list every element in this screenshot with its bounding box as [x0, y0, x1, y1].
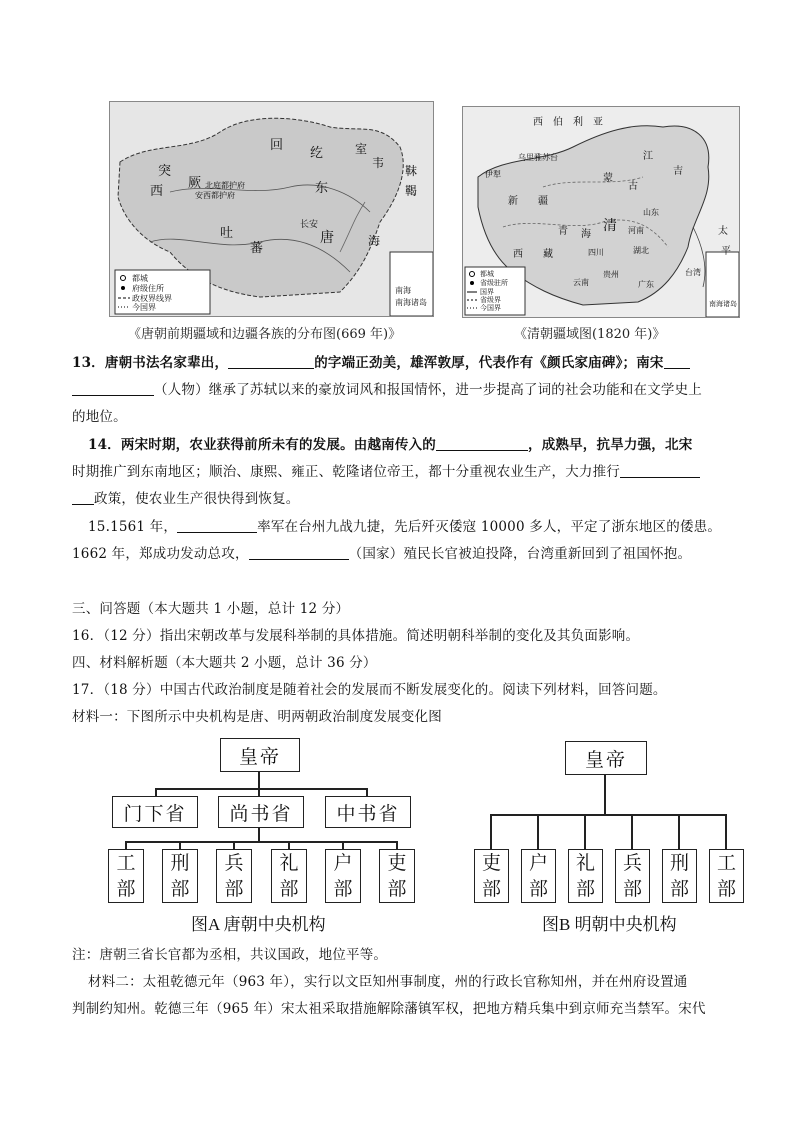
chart-a-ministry-hu: 户 部: [325, 849, 361, 903]
chart-note: 注：唐朝三省长官都为丞相，共议国政，地位平等。: [72, 947, 388, 963]
answer-blank[interactable]: [72, 381, 154, 396]
question-13-line-2: （人物）继承了苏轼以来的豪放词风和报国情怀，进一步提高了词的社会功能和在文学史上: [72, 377, 702, 404]
qing-label: 云南: [573, 278, 589, 287]
chart-b-ministry-bing: 兵 部: [615, 849, 650, 903]
section-3-title: 三、问答题（本大题共 1 小题，总计 12 分）: [72, 601, 350, 617]
qing-legend: 今国界: [480, 304, 501, 312]
chart-b-emperor: 皇帝: [565, 741, 647, 775]
qing-label: 蒙: [603, 173, 613, 184]
qing-label: 疆: [538, 196, 548, 207]
qing-label: 贵州: [603, 270, 619, 279]
answer-blank[interactable]: [249, 545, 349, 560]
tang-label: 蕃: [250, 241, 264, 256]
answer-blank[interactable]: [228, 354, 314, 369]
chart-b-ministry-gong: 工 部: [709, 849, 744, 903]
qing-label: 台湾: [685, 268, 701, 277]
answer-blank[interactable]: [177, 518, 257, 533]
tang-label: 回: [270, 138, 284, 153]
material-2-line-2: 判制约知州。乾德三年（965 年）宋太祖采取措施解除藩镇军权，把地方精兵集中到京师充当禁军。宋代: [72, 1001, 706, 1017]
qing-map: [462, 106, 740, 318]
material-1-intro: 材料一：下图所示中央机构是唐、明两朝政治制度发展变化图: [72, 709, 442, 725]
tang-map-caption: 《唐朝前期疆域和边疆各族的分布图(669 年)》: [128, 327, 402, 342]
tang-label: 鞨: [405, 184, 418, 198]
question-14-line-2: 时期推广到东南地区；顺治、康熙、雍正、乾隆诸位帝王，都十分重视农业生产，大力推行: [72, 459, 700, 486]
chart-b-ministry-li: 礼 部: [568, 849, 603, 903]
question-17: 17．（18 分）中国古代政治制度是随着社会的发展而不断发展变化的。阅读下列材料，回答问题。: [72, 682, 667, 698]
chart-b-ministry-li-personnel: 吏 部: [474, 849, 509, 903]
qing-label: 西 伯 利 亚: [533, 117, 603, 128]
chart-a-shangshu: 尚书省: [218, 796, 304, 828]
tang-label: 长安: [300, 220, 319, 230]
qing-label: 海: [581, 229, 591, 240]
answer-blank[interactable]: [72, 490, 94, 505]
tang-label: 韦: [372, 156, 385, 170]
qing-legend: 国界: [480, 288, 494, 296]
qing-label: 江: [643, 151, 653, 162]
question-15-line-2: 1662 年，郑成功发动总攻， （国家）殖民长官被迫投降，台湾重新回到了祖国怀抱。: [72, 546, 692, 562]
chart-a-emperor: 皇帝: [220, 738, 300, 772]
material-2-line-1: 材料二：太祖乾德元年（963 年），实行以文臣知州事制度，州的行政长官称知州，并在州府设置通: [88, 974, 688, 990]
question-13-line-1: 13．唐朝书法名家辈出， 的字端正劲美，雄浑敦厚，代表作有《颜氏家庙碑》；南宋: [72, 350, 690, 377]
qing-label: 河南: [628, 226, 644, 235]
qing-label: 太: [718, 226, 728, 237]
question-16: 16．（12 分）指出宋朝改革与发展科举制的具体措施。简述明朝科举制的变化及其负面影响。: [72, 628, 640, 644]
chart-b-ministry-xing: 刑 部: [662, 849, 697, 903]
tang-label: 北庭都护府: [205, 181, 245, 190]
question-14-line-3: 政策，使农业生产很快得到恢复。: [72, 486, 300, 513]
question-13-line-3: 的地位。: [72, 409, 127, 425]
chart-b-caption: 图B 明朝中央机构: [542, 915, 677, 934]
question-14-line-1: 14．两宋时期，农业获得前所未有的发展。由越南传入的 ，成熟早，抗旱力强，北宋: [88, 437, 693, 453]
tang-legend: 府级住所: [132, 284, 164, 293]
tang-label: 厥: [188, 176, 202, 191]
qing-label: 山东: [643, 208, 659, 217]
chart-a-menxia: 门下省: [112, 796, 198, 828]
qing-label: 新: [508, 196, 518, 207]
qing-label: 湖北: [633, 246, 649, 255]
qing-label: 广东: [638, 280, 654, 289]
qing-label: 乌里雅苏台: [518, 153, 558, 162]
qing-label: 伊犁: [485, 170, 501, 179]
tang-label: 安西都护府: [195, 191, 235, 200]
tang-map: [109, 101, 434, 317]
chart-a-caption: 图A 唐朝中央机构: [191, 915, 326, 934]
tang-legend: 都城: [132, 274, 148, 283]
chart-a-zhongshu: 中书省: [325, 796, 411, 828]
qing-label: 清: [603, 218, 617, 234]
tang-label: 东: [315, 181, 329, 196]
tang-legend: 政权界线界: [132, 294, 172, 303]
qing-label: 西 藏: [513, 249, 553, 260]
tang-label: 南海诸岛: [395, 298, 427, 307]
qing-label: 平: [721, 246, 731, 257]
tang-label: 南海: [395, 286, 411, 295]
qing-legend: 都城: [480, 270, 494, 278]
tang-label: 纥: [310, 146, 324, 161]
tang-label: 海: [368, 234, 381, 248]
tang-label: 突: [158, 164, 172, 179]
tang-label: 靺: [405, 164, 418, 178]
tang-legend: 今国界: [132, 303, 156, 312]
section-4-title: 四、材料解析题（本大题共 2 小题，总计 36 分）: [72, 655, 377, 671]
chart-a-ministry-xing: 刑 部: [162, 849, 198, 903]
tang-label: 唐: [320, 230, 334, 246]
qing-legend: 省级界: [480, 296, 501, 304]
tang-label: 西: [150, 184, 164, 199]
qing-label: 吉: [673, 166, 683, 177]
qing-label: 古: [628, 181, 638, 192]
chart-a-ministry-li-personnel: 吏 部: [379, 849, 415, 903]
answer-blank[interactable]: [620, 463, 700, 478]
tang-label: 吐: [220, 226, 234, 241]
question-15-line-1: 15.1561 年， 率军在台州九战九捷，先后歼灭倭寇 10000 多人，平定了浙东地区的倭患。: [88, 519, 722, 535]
chart-a-ministry-li: 礼 部: [271, 849, 307, 903]
qing-label: 四川: [588, 248, 604, 257]
qing-legend: 省级驻所: [480, 279, 508, 287]
qing-label: 南海诸岛: [709, 300, 737, 308]
chart-b-ministry-hu: 户 部: [521, 849, 556, 903]
chart-a-ministry-bing: 兵 部: [216, 849, 252, 903]
chart-a-ministry-gong: 工 部: [108, 849, 144, 903]
answer-blank[interactable]: [664, 354, 690, 369]
qing-map-caption: 《清朝疆域图(1820 年)》: [514, 327, 666, 342]
qing-label: 青: [558, 226, 568, 237]
answer-blank[interactable]: [436, 436, 528, 451]
tang-label: 室: [355, 142, 368, 156]
